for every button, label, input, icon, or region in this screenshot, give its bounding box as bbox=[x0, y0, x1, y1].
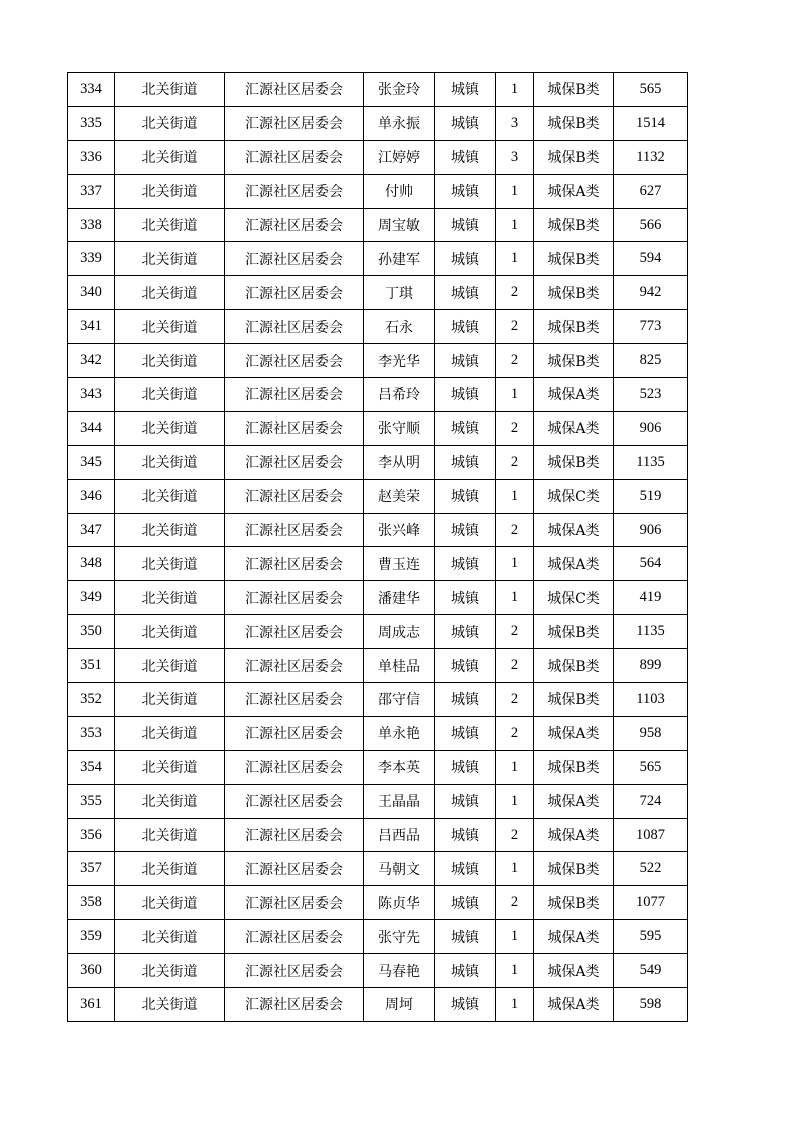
cell-subdistrict: 北关街道 bbox=[115, 276, 225, 310]
cell-member-count: 2 bbox=[496, 683, 534, 717]
cell-subdistrict: 北关街道 bbox=[115, 581, 225, 615]
cell-community: 汇源社区居委会 bbox=[225, 140, 364, 174]
cell-row-number: 344 bbox=[68, 411, 115, 445]
cell-name: 丁琪 bbox=[364, 276, 435, 310]
table-row bbox=[68, 547, 688, 581]
table-row bbox=[68, 954, 688, 988]
table-row bbox=[68, 920, 688, 954]
cell-community: 汇源社区居委会 bbox=[225, 276, 364, 310]
cell-amount: 1087 bbox=[614, 818, 688, 852]
cell-community: 汇源社区居委会 bbox=[225, 683, 364, 717]
cell-member-count: 2 bbox=[496, 886, 534, 920]
cell-category: 城保A类 bbox=[534, 411, 614, 445]
cell-household-type: 城镇 bbox=[435, 649, 496, 683]
cell-member-count: 2 bbox=[496, 818, 534, 852]
cell-subdistrict: 北关街道 bbox=[115, 818, 225, 852]
cell-household-type: 城镇 bbox=[435, 174, 496, 208]
cell-member-count: 1 bbox=[496, 920, 534, 954]
cell-subdistrict: 北关街道 bbox=[115, 716, 225, 750]
cell-category: 城保B类 bbox=[534, 310, 614, 344]
cell-member-count: 2 bbox=[496, 445, 534, 479]
cell-subdistrict: 北关街道 bbox=[115, 479, 225, 513]
cell-amount: 566 bbox=[614, 208, 688, 242]
table-row bbox=[68, 174, 688, 208]
table-row bbox=[68, 310, 688, 344]
cell-community: 汇源社区居委会 bbox=[225, 954, 364, 988]
cell-category: 城保B类 bbox=[534, 106, 614, 140]
cell-member-count: 1 bbox=[496, 208, 534, 242]
cell-amount: 724 bbox=[614, 784, 688, 818]
cell-amount: 1132 bbox=[614, 140, 688, 174]
cell-name: 张守先 bbox=[364, 920, 435, 954]
cell-name: 周坷 bbox=[364, 988, 435, 1022]
cell-community: 汇源社区居委会 bbox=[225, 886, 364, 920]
cell-amount: 1103 bbox=[614, 683, 688, 717]
table-row bbox=[68, 513, 688, 547]
cell-household-type: 城镇 bbox=[435, 750, 496, 784]
cell-member-count: 3 bbox=[496, 140, 534, 174]
cell-row-number: 360 bbox=[68, 954, 115, 988]
cell-category: 城保B类 bbox=[534, 615, 614, 649]
cell-row-number: 336 bbox=[68, 140, 115, 174]
cell-row-number: 350 bbox=[68, 615, 115, 649]
cell-household-type: 城镇 bbox=[435, 479, 496, 513]
cell-category: 城保A类 bbox=[534, 784, 614, 818]
cell-subdistrict: 北关街道 bbox=[115, 378, 225, 412]
cell-row-number: 340 bbox=[68, 276, 115, 310]
cell-subdistrict: 北关街道 bbox=[115, 310, 225, 344]
cell-category: 城保A类 bbox=[534, 716, 614, 750]
table-row bbox=[68, 683, 688, 717]
cell-community: 汇源社区居委会 bbox=[225, 73, 364, 107]
cell-row-number: 345 bbox=[68, 445, 115, 479]
cell-household-type: 城镇 bbox=[435, 106, 496, 140]
cell-community: 汇源社区居委会 bbox=[225, 174, 364, 208]
cell-member-count: 1 bbox=[496, 479, 534, 513]
cell-subdistrict: 北关街道 bbox=[115, 208, 225, 242]
cell-row-number: 351 bbox=[68, 649, 115, 683]
table-row bbox=[68, 649, 688, 683]
cell-row-number: 353 bbox=[68, 716, 115, 750]
cell-community: 汇源社区居委会 bbox=[225, 513, 364, 547]
cell-subdistrict: 北关街道 bbox=[115, 784, 225, 818]
cell-name: 李本英 bbox=[364, 750, 435, 784]
cell-row-number: 341 bbox=[68, 310, 115, 344]
table-row bbox=[68, 378, 688, 412]
cell-name: 周成志 bbox=[364, 615, 435, 649]
cell-category: 城保B类 bbox=[534, 242, 614, 276]
cell-community: 汇源社区居委会 bbox=[225, 208, 364, 242]
cell-name: 曹玉连 bbox=[364, 547, 435, 581]
cell-household-type: 城镇 bbox=[435, 784, 496, 818]
cell-subdistrict: 北关街道 bbox=[115, 683, 225, 717]
cell-name: 石永 bbox=[364, 310, 435, 344]
cell-community: 汇源社区居委会 bbox=[225, 547, 364, 581]
cell-subdistrict: 北关街道 bbox=[115, 886, 225, 920]
cell-community: 汇源社区居委会 bbox=[225, 378, 364, 412]
cell-row-number: 335 bbox=[68, 106, 115, 140]
cell-member-count: 2 bbox=[496, 344, 534, 378]
cell-subdistrict: 北关街道 bbox=[115, 649, 225, 683]
cell-subdistrict: 北关街道 bbox=[115, 73, 225, 107]
cell-subdistrict: 北关街道 bbox=[115, 920, 225, 954]
cell-category: 城保C类 bbox=[534, 479, 614, 513]
cell-name: 单永艳 bbox=[364, 716, 435, 750]
cell-row-number: 354 bbox=[68, 750, 115, 784]
cell-community: 汇源社区居委会 bbox=[225, 242, 364, 276]
cell-category: 城保B类 bbox=[534, 445, 614, 479]
cell-household-type: 城镇 bbox=[435, 615, 496, 649]
cell-amount: 549 bbox=[614, 954, 688, 988]
table-row bbox=[68, 784, 688, 818]
table-row bbox=[68, 411, 688, 445]
cell-row-number: 348 bbox=[68, 547, 115, 581]
cell-category: 城保A类 bbox=[534, 818, 614, 852]
cell-member-count: 1 bbox=[496, 954, 534, 988]
cell-amount: 598 bbox=[614, 988, 688, 1022]
cell-community: 汇源社区居委会 bbox=[225, 411, 364, 445]
cell-amount: 523 bbox=[614, 378, 688, 412]
cell-subdistrict: 北关街道 bbox=[115, 445, 225, 479]
cell-category: 城保A类 bbox=[534, 547, 614, 581]
cell-household-type: 城镇 bbox=[435, 683, 496, 717]
cell-community: 汇源社区居委会 bbox=[225, 988, 364, 1022]
cell-name: 张守顺 bbox=[364, 411, 435, 445]
cell-subdistrict: 北关街道 bbox=[115, 411, 225, 445]
cell-category: 城保C类 bbox=[534, 581, 614, 615]
cell-member-count: 2 bbox=[496, 615, 534, 649]
cell-category: 城保B类 bbox=[534, 886, 614, 920]
cell-amount: 906 bbox=[614, 411, 688, 445]
cell-amount: 594 bbox=[614, 242, 688, 276]
cell-category: 城保B类 bbox=[534, 140, 614, 174]
cell-category: 城保A类 bbox=[534, 174, 614, 208]
cell-member-count: 3 bbox=[496, 106, 534, 140]
table-row bbox=[68, 988, 688, 1022]
cell-household-type: 城镇 bbox=[435, 716, 496, 750]
cell-household-type: 城镇 bbox=[435, 445, 496, 479]
cell-community: 汇源社区居委会 bbox=[225, 649, 364, 683]
cell-category: 城保A类 bbox=[534, 920, 614, 954]
cell-row-number: 358 bbox=[68, 886, 115, 920]
cell-member-count: 1 bbox=[496, 784, 534, 818]
cell-member-count: 1 bbox=[496, 174, 534, 208]
table-row bbox=[68, 242, 688, 276]
cell-name: 李光华 bbox=[364, 344, 435, 378]
cell-member-count: 1 bbox=[496, 988, 534, 1022]
cell-subdistrict: 北关街道 bbox=[115, 852, 225, 886]
cell-household-type: 城镇 bbox=[435, 276, 496, 310]
cell-name: 吕西品 bbox=[364, 818, 435, 852]
table-row bbox=[68, 445, 688, 479]
cell-subdistrict: 北关街道 bbox=[115, 174, 225, 208]
table-row bbox=[68, 344, 688, 378]
cell-subdistrict: 北关街道 bbox=[115, 344, 225, 378]
cell-member-count: 1 bbox=[496, 378, 534, 412]
table-row bbox=[68, 581, 688, 615]
cell-member-count: 2 bbox=[496, 716, 534, 750]
cell-amount: 942 bbox=[614, 276, 688, 310]
cell-row-number: 359 bbox=[68, 920, 115, 954]
cell-member-count: 2 bbox=[496, 513, 534, 547]
cell-row-number: 355 bbox=[68, 784, 115, 818]
cell-name: 王晶晶 bbox=[364, 784, 435, 818]
cell-subdistrict: 北关街道 bbox=[115, 513, 225, 547]
cell-amount: 519 bbox=[614, 479, 688, 513]
cell-member-count: 2 bbox=[496, 310, 534, 344]
table-row bbox=[68, 140, 688, 174]
cell-row-number: 347 bbox=[68, 513, 115, 547]
cell-subdistrict: 北关街道 bbox=[115, 954, 225, 988]
cell-row-number: 337 bbox=[68, 174, 115, 208]
cell-community: 汇源社区居委会 bbox=[225, 310, 364, 344]
cell-name: 陈贞华 bbox=[364, 886, 435, 920]
roster-table bbox=[67, 72, 688, 1022]
cell-amount: 825 bbox=[614, 344, 688, 378]
table-row bbox=[68, 276, 688, 310]
cell-row-number: 356 bbox=[68, 818, 115, 852]
table-row bbox=[68, 208, 688, 242]
cell-subdistrict: 北关街道 bbox=[115, 140, 225, 174]
table-row bbox=[68, 750, 688, 784]
cell-amount: 1135 bbox=[614, 615, 688, 649]
cell-subdistrict: 北关街道 bbox=[115, 547, 225, 581]
cell-household-type: 城镇 bbox=[435, 954, 496, 988]
cell-name: 马朝文 bbox=[364, 852, 435, 886]
cell-amount: 564 bbox=[614, 547, 688, 581]
cell-household-type: 城镇 bbox=[435, 242, 496, 276]
cell-name: 付帅 bbox=[364, 174, 435, 208]
cell-community: 汇源社区居委会 bbox=[225, 716, 364, 750]
cell-household-type: 城镇 bbox=[435, 140, 496, 174]
cell-row-number: 346 bbox=[68, 479, 115, 513]
cell-row-number: 361 bbox=[68, 988, 115, 1022]
cell-category: 城保B类 bbox=[534, 750, 614, 784]
cell-household-type: 城镇 bbox=[435, 208, 496, 242]
cell-household-type: 城镇 bbox=[435, 411, 496, 445]
cell-household-type: 城镇 bbox=[435, 513, 496, 547]
cell-name: 赵美荣 bbox=[364, 479, 435, 513]
cell-category: 城保A类 bbox=[534, 378, 614, 412]
cell-name: 吕希玲 bbox=[364, 378, 435, 412]
cell-member-count: 1 bbox=[496, 750, 534, 784]
cell-subdistrict: 北关街道 bbox=[115, 242, 225, 276]
cell-name: 周宝敏 bbox=[364, 208, 435, 242]
cell-community: 汇源社区居委会 bbox=[225, 920, 364, 954]
cell-community: 汇源社区居委会 bbox=[225, 106, 364, 140]
cell-amount: 595 bbox=[614, 920, 688, 954]
cell-member-count: 1 bbox=[496, 73, 534, 107]
cell-community: 汇源社区居委会 bbox=[225, 581, 364, 615]
cell-name: 张金玲 bbox=[364, 73, 435, 107]
cell-category: 城保B类 bbox=[534, 276, 614, 310]
cell-category: 城保B类 bbox=[534, 649, 614, 683]
cell-amount: 899 bbox=[614, 649, 688, 683]
cell-subdistrict: 北关街道 bbox=[115, 615, 225, 649]
cell-row-number: 334 bbox=[68, 73, 115, 107]
cell-amount: 1514 bbox=[614, 106, 688, 140]
cell-member-count: 1 bbox=[496, 242, 534, 276]
table-body bbox=[68, 73, 688, 1022]
cell-household-type: 城镇 bbox=[435, 547, 496, 581]
cell-household-type: 城镇 bbox=[435, 73, 496, 107]
cell-name: 江婷婷 bbox=[364, 140, 435, 174]
cell-household-type: 城镇 bbox=[435, 581, 496, 615]
cell-category: 城保B类 bbox=[534, 73, 614, 107]
cell-category: 城保B类 bbox=[534, 852, 614, 886]
cell-community: 汇源社区居委会 bbox=[225, 615, 364, 649]
cell-community: 汇源社区居委会 bbox=[225, 445, 364, 479]
cell-community: 汇源社区居委会 bbox=[225, 344, 364, 378]
cell-amount: 565 bbox=[614, 73, 688, 107]
cell-name: 潘建华 bbox=[364, 581, 435, 615]
cell-member-count: 2 bbox=[496, 649, 534, 683]
cell-row-number: 343 bbox=[68, 378, 115, 412]
table-row bbox=[68, 852, 688, 886]
cell-community: 汇源社区居委会 bbox=[225, 479, 364, 513]
cell-row-number: 357 bbox=[68, 852, 115, 886]
cell-row-number: 339 bbox=[68, 242, 115, 276]
cell-row-number: 352 bbox=[68, 683, 115, 717]
cell-amount: 565 bbox=[614, 750, 688, 784]
cell-category: 城保A类 bbox=[534, 988, 614, 1022]
cell-member-count: 2 bbox=[496, 411, 534, 445]
cell-category: 城保A类 bbox=[534, 954, 614, 988]
table-row bbox=[68, 106, 688, 140]
cell-community: 汇源社区居委会 bbox=[225, 784, 364, 818]
cell-name: 李从明 bbox=[364, 445, 435, 479]
table-row bbox=[68, 615, 688, 649]
cell-amount: 773 bbox=[614, 310, 688, 344]
cell-community: 汇源社区居委会 bbox=[225, 852, 364, 886]
cell-category: 城保A类 bbox=[534, 513, 614, 547]
cell-name: 孙建军 bbox=[364, 242, 435, 276]
table-row bbox=[68, 479, 688, 513]
cell-subdistrict: 北关街道 bbox=[115, 106, 225, 140]
table-row bbox=[68, 818, 688, 852]
cell-subdistrict: 北关街道 bbox=[115, 750, 225, 784]
cell-category: 城保B类 bbox=[534, 344, 614, 378]
cell-name: 单永振 bbox=[364, 106, 435, 140]
cell-household-type: 城镇 bbox=[435, 852, 496, 886]
cell-household-type: 城镇 bbox=[435, 818, 496, 852]
cell-row-number: 342 bbox=[68, 344, 115, 378]
cell-amount: 522 bbox=[614, 852, 688, 886]
cell-amount: 906 bbox=[614, 513, 688, 547]
cell-category: 城保B类 bbox=[534, 208, 614, 242]
cell-household-type: 城镇 bbox=[435, 988, 496, 1022]
cell-amount: 627 bbox=[614, 174, 688, 208]
cell-member-count: 1 bbox=[496, 581, 534, 615]
cell-amount: 958 bbox=[614, 716, 688, 750]
cell-name: 单桂品 bbox=[364, 649, 435, 683]
cell-household-type: 城镇 bbox=[435, 344, 496, 378]
cell-name: 邵守信 bbox=[364, 683, 435, 717]
cell-community: 汇源社区居委会 bbox=[225, 818, 364, 852]
cell-category: 城保B类 bbox=[534, 683, 614, 717]
cell-row-number: 338 bbox=[68, 208, 115, 242]
cell-row-number: 349 bbox=[68, 581, 115, 615]
cell-member-count: 1 bbox=[496, 852, 534, 886]
cell-subdistrict: 北关街道 bbox=[115, 988, 225, 1022]
cell-member-count: 2 bbox=[496, 276, 534, 310]
cell-amount: 1077 bbox=[614, 886, 688, 920]
table-row bbox=[68, 886, 688, 920]
cell-member-count: 1 bbox=[496, 547, 534, 581]
cell-name: 马春艳 bbox=[364, 954, 435, 988]
cell-household-type: 城镇 bbox=[435, 886, 496, 920]
cell-amount: 1135 bbox=[614, 445, 688, 479]
table-row bbox=[68, 73, 688, 107]
cell-community: 汇源社区居委会 bbox=[225, 750, 364, 784]
cell-amount: 419 bbox=[614, 581, 688, 615]
cell-household-type: 城镇 bbox=[435, 920, 496, 954]
cell-household-type: 城镇 bbox=[435, 310, 496, 344]
table-row bbox=[68, 716, 688, 750]
cell-household-type: 城镇 bbox=[435, 378, 496, 412]
cell-name: 张兴峰 bbox=[364, 513, 435, 547]
